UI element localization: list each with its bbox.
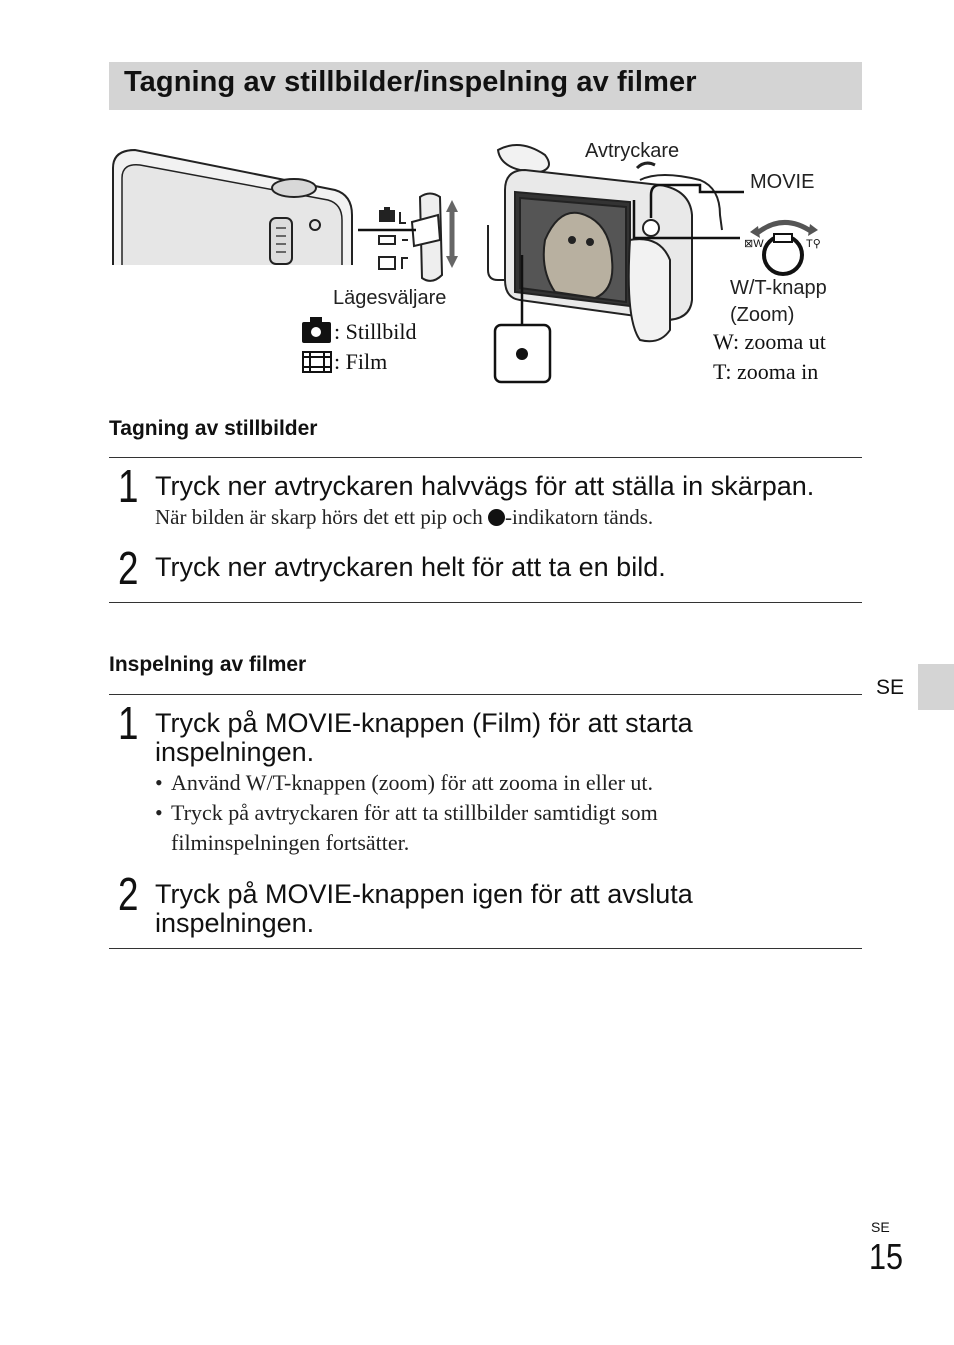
step-text: Tryck på MOVIE-knappen igen för att avsluta inspelningen. bbox=[155, 879, 693, 938]
focus-dot-icon bbox=[488, 509, 505, 526]
movie-icon bbox=[303, 352, 331, 372]
film-icon bbox=[379, 257, 395, 269]
bullet-list bbox=[155, 768, 735, 858]
divider bbox=[109, 694, 862, 695]
shutter-label: Avtryckare bbox=[585, 140, 680, 162]
t-zoom-label: T: zooma in bbox=[713, 359, 819, 384]
step-text: Tryck ner avtryckaren helt för att ta en bild. bbox=[155, 552, 666, 582]
step-number: 1 bbox=[118, 460, 139, 512]
language-tab-label: SE bbox=[876, 676, 905, 699]
wt-button-label: W/T-knapp bbox=[730, 277, 827, 299]
page-number: 15 bbox=[869, 1236, 904, 1277]
movie-label: MOVIE bbox=[750, 171, 815, 193]
focus-indicator-icon bbox=[495, 325, 550, 382]
mode-icons bbox=[379, 207, 408, 269]
step-number: 2 bbox=[118, 868, 139, 920]
step-note: När bilden är skarp hörs det ett pip och -indikatorn tänds. bbox=[155, 505, 654, 529]
still-icon bbox=[302, 317, 331, 343]
film-label: : Film bbox=[334, 349, 388, 374]
step-text: Tryck ner avtryckaren halvvägs för att ställa in skärpan. bbox=[155, 471, 815, 501]
zoom-label: (Zoom) bbox=[730, 304, 795, 326]
divider bbox=[109, 602, 862, 603]
svg-text:⊠W: ⊠W bbox=[744, 238, 764, 250]
still-label: : Stillbild bbox=[334, 319, 417, 344]
language-tab bbox=[918, 664, 954, 710]
step-number: 2 bbox=[118, 542, 139, 594]
step-text: Tryck på MOVIE-knappen (Film) för att starta inspelningen. bbox=[155, 708, 693, 767]
mode-switch bbox=[412, 194, 458, 281]
divider bbox=[109, 457, 862, 458]
step-number: 1 bbox=[118, 697, 139, 749]
camera-icon bbox=[379, 210, 395, 222]
divider bbox=[109, 948, 862, 949]
list-item: • Tryck på avtryckaren för att ta stillbilder samtidigt som filminspelningen fortsätter. bbox=[155, 800, 658, 855]
svg-text:T⚲: T⚲ bbox=[806, 238, 821, 250]
w-zoom-label: W: zooma ut bbox=[713, 329, 826, 354]
mode-selector-label: Lägesväljare bbox=[333, 287, 447, 309]
camera-top-view bbox=[113, 150, 352, 265]
section-heading-still: Tagning av stillbilder bbox=[109, 417, 318, 440]
list-item: • Använd W/T-knappen (zoom) för att zooma in eller ut. bbox=[155, 770, 654, 795]
page-language: SE bbox=[871, 1219, 890, 1235]
zoom-lever-icon bbox=[744, 222, 821, 274]
page-title: Tagning av stillbilder/inspelning av filmer bbox=[124, 66, 697, 98]
section-heading-movie: Inspelning av filmer bbox=[109, 653, 307, 676]
